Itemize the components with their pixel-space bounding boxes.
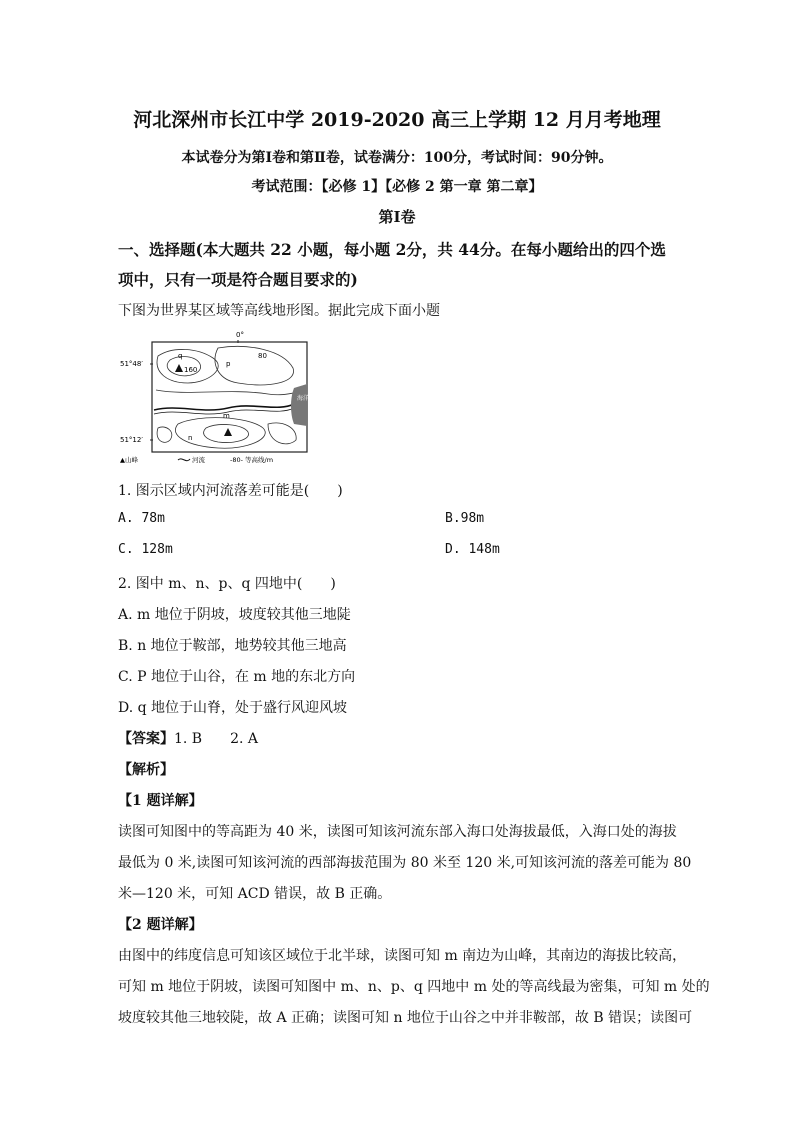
contour-line xyxy=(157,427,172,442)
exam-scope: 考试范围：【必修 1】【必修 2 第一章 第二章】 xyxy=(251,179,543,195)
q1-analysis-line: 最低为 0 米,读图可知该河流的西部海拔范围为 80 米至 120 米,可知该河流的落差可能为 80 xyxy=(118,855,692,871)
peak-icon xyxy=(224,428,232,436)
q1-analysis-line: 米—120 米，可知 ACD 错误，故 B 正确。 xyxy=(118,886,392,902)
question-intro: 下图为世界某区域等高线地形图。据此完成下面小题 xyxy=(118,303,440,319)
q2-analysis-line: 坡度较其他三地较陡，故 A 正确；读图可知 n 地位于山谷之中并非鞍部，故 B 错误；读图可 xyxy=(118,1010,693,1026)
section-heading-1: 一、选择题(本大题共 22 小题，每小题 2分，共 44分。在每小题给出的四个选 xyxy=(118,240,666,259)
legend-peak: ▲山峰 xyxy=(120,456,138,464)
point-n: n xyxy=(188,434,193,442)
river xyxy=(154,404,294,410)
sea-label: 海洋 xyxy=(297,395,310,402)
map-lat-bottom: 51°12′ xyxy=(120,436,143,444)
q1-analysis-title: 【1 题详解】 xyxy=(118,793,203,809)
q1-option-d[interactable]: D. 148m xyxy=(445,542,500,557)
q2-analysis-line: 由图中的纬度信息可知该区域位于北半球，读图可知 m 南边为山峰，其南边的海拔比较高， xyxy=(118,948,687,964)
q1-option-a[interactable]: A. 78m xyxy=(118,511,165,526)
map-lon-label: 0° xyxy=(236,331,244,339)
legend-contour: -80- 等高线/m xyxy=(230,456,274,464)
q2-analysis-line: 可知 m 地位于阴坡，读图可知图中 m、n、p、q 四地中 m 处的等高线最为密集，可知 m 处的 xyxy=(118,979,710,995)
q1-option-b[interactable]: B.98m xyxy=(445,511,485,526)
q2-analysis-title: 【2 题详解】 xyxy=(118,917,203,933)
point-q: q xyxy=(178,352,183,360)
point-p: p xyxy=(226,360,231,368)
sea-area xyxy=(291,384,310,426)
legend-river: 河流 xyxy=(192,456,205,464)
peak-icon xyxy=(175,364,183,372)
q2-option-c[interactable]: C. P 地位于山谷，在 m 地的东北方向 xyxy=(118,669,356,685)
q2-option-d[interactable]: D. q 地位于山脊，处于盛行风迎风坡 xyxy=(118,700,348,716)
exam-subtitle: 本试卷分为第Ⅰ卷和第Ⅱ卷，试卷满分：100分，考试时间：90分钟。 xyxy=(181,150,613,166)
contour-map xyxy=(118,328,318,468)
q1-stem: 1. 图示区域内河流落差可能是( ) xyxy=(118,483,343,499)
q2-option-a[interactable]: A. m 地位于阴坡，坡度较其他三地陡 xyxy=(118,607,351,623)
exam-title: 河北深州市长江中学 2019-2020 高三上学期 12 月月考地理 xyxy=(133,109,661,131)
answer-label: 【答案】 xyxy=(118,731,174,747)
q2-option-b[interactable]: B. n 地位于鞍部，地势较其他三地高 xyxy=(118,638,347,654)
q1-analysis-line: 读图可知图中的等高距为 40 米，读图可知该河流东部入海口处海拔最低，入海口处的海拔 xyxy=(118,824,677,840)
q1-option-c[interactable]: C. 128m xyxy=(118,542,173,557)
volume-label: 第Ⅰ卷 xyxy=(378,208,416,226)
analysis-label: 【解析】 xyxy=(118,762,174,778)
contour-line xyxy=(268,423,296,444)
point-m: m xyxy=(223,412,230,420)
contour-80-label: 80 xyxy=(258,352,267,360)
q2-stem: 2. 图中 m、n、p、q 四地中( ) xyxy=(118,576,336,592)
answer-row xyxy=(118,728,258,748)
contour-line xyxy=(156,390,306,395)
answer-text: 1. B 2. A xyxy=(174,731,259,747)
map-lat-top: 51°48′ xyxy=(120,360,143,368)
contour-line xyxy=(175,418,265,449)
peak-label: 160 xyxy=(184,366,198,374)
section-heading-2: 项中，只有一项是符合题目要求的) xyxy=(118,270,358,289)
